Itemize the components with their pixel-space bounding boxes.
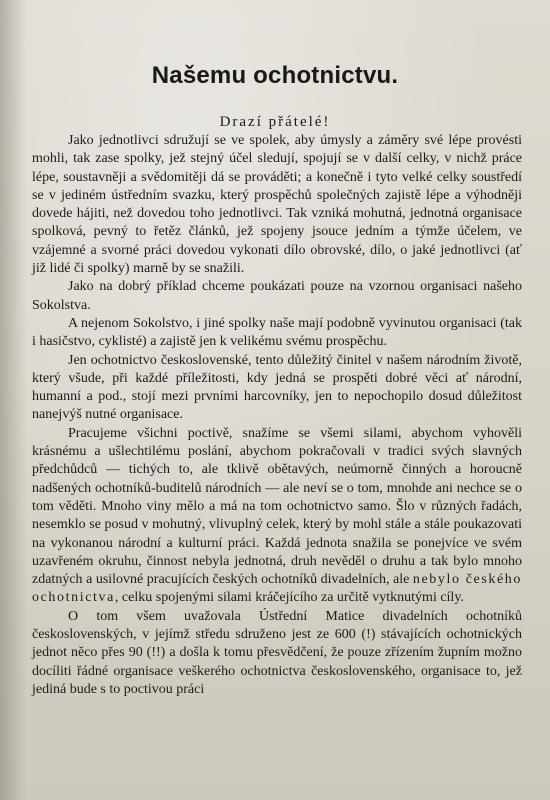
paragraph <box>32 315 522 352</box>
emphasized-text: nebylo českého ochotnictva <box>32 572 523 606</box>
paragraph-text: A nejenom Sokolstvo, i jiné spolky naše mají podobně vyvinutou organisaci (tak i hasičstvo, cyklisté) a zajistě jen k velikému svému prospěchu. <box>32 315 522 350</box>
paragraph <box>32 425 522 608</box>
paragraph-text: Jen ochotnictvo československé, tento důležitý činitel v našem národním životě, který všude, při každé příležitosti, kdy jedná se prospěti dobré věci ať národní, humanní a pod., stojí mezi prvními harcovníky, jen to nepochopilo dosud důležitost nanejvýš nutné organisace. <box>32 352 522 423</box>
paragraph-text: , celku spojenými silami kráčejícího za určitě vytknutými cíly. <box>114 590 464 606</box>
article-body <box>32 132 522 699</box>
paragraph-text: Jako na dobrý příklad chceme poukázati pouze na vzornou organisaci našeho Sokolstva. <box>32 279 522 313</box>
paragraph-text: Jako jednotlivci sdružují se ve spolek, aby úmysly a záměry své lépe provésti mohli, tak zase spolky, jež stejný účel sledují, spojují se v další celky, v nichž práce lépe, soustavněji a svědomitěji dá se prováděti; a konečně i tyto velké celky soustředí se v jediném ústředním svazku, který prospěchů společných zajistě lépe a výhodněji dovede hájiti, než dovedou toho jednotlivci. Tak vzniká mohutná, jednotná organisace spolková, pevný to řetěz článků, jež spojeny jsouce jedním a týmže účelem, ve vzájemné a svorné práci dovedou vykonati dílo obrovské, dílo, o jaké jednotlivci (ať již lidé či spolky) marně by se snažili. <box>32 133 522 277</box>
paragraph-text: O tom všem uvažovala Ústřední Matice divadelních ochotníků československých, v jejímž středu sdruženo jest ze 600 (!) stávajících ochotnických jednot něco přes 90 (!!) a došla k tomu přesvědčení, že pouze zřízením župním možno docíliti řádné organisace veškerého ochotnictva československého, organisace to, jež jediná bude s to poctivou práci <box>32 608 522 697</box>
page-title: Našemu ochotnictvu. <box>151 62 399 89</box>
paragraph <box>32 278 522 315</box>
paragraph <box>32 608 522 699</box>
paragraph <box>32 132 522 278</box>
paragraph-text: Pracujeme všichni poctivě, snažíme se všemi silami, abychom vyhověli krásnému a ušlechtilému poslání, abychom pokračovali v tradici svých slavných předchůdců — tichých to, ale tklivě obětavých, neúmorně činných a horoucně nadšených ochotníků-buditelů národních — ale neví se o tom, mnohde ani nechce se o tom věděti. Mnoho viny mělo a má na tom ochotnictvo samo. Šlo v různých řadách, nesemklo se posud v mohutný, vlivuplný celek, který by mohl stále a stále poukazovati na vykonanou národní a kulturní práci. Každá jednota snažila se ponejvíce ve svém uzavřeném okruhu, činnost nebyla jednotná, druh nevěděl o druhu a tak bylo mnoho zdatných a usilovné pracujících českých ochotníků divadelních, ale <box>32 425 522 588</box>
paragraph <box>32 352 522 425</box>
greeting: Drazí přátelé! <box>219 114 331 130</box>
